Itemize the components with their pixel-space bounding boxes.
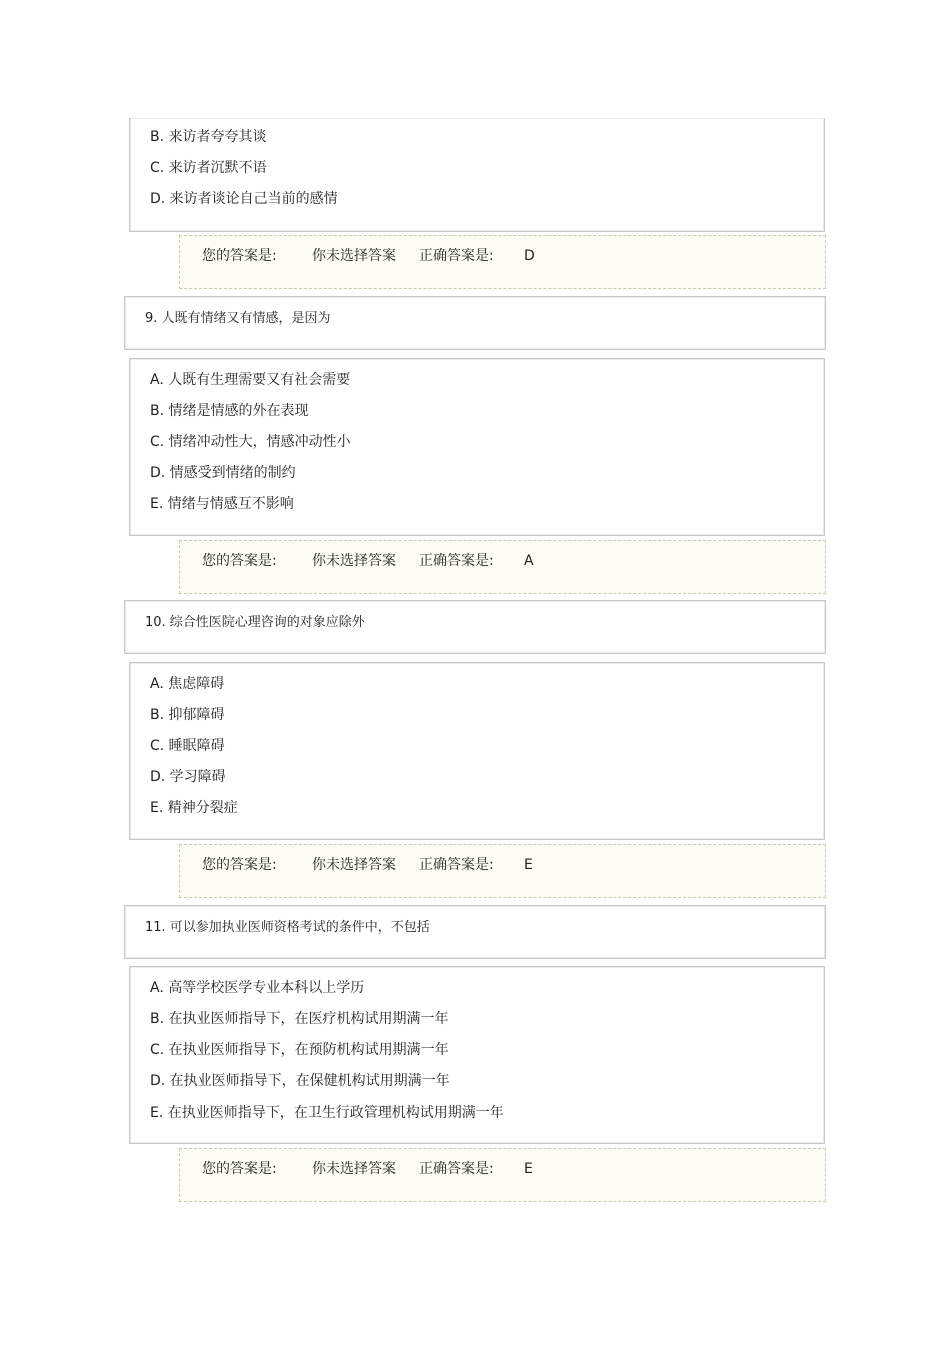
q10-options-box — [129, 662, 825, 840]
q10-question-box — [124, 600, 826, 654]
q10-correct-label: 正确答案是: — [419, 857, 494, 873]
q11-correct-label: 正确答案是: — [419, 1161, 494, 1177]
q9-options-box — [129, 358, 825, 536]
q8-your-answer-label: 您的答案是: — [202, 248, 277, 264]
q9-option-e[interactable]: E. 情绪与情感互不影响 — [150, 496, 294, 512]
q8-not-selected: 你未选择答案 — [312, 248, 396, 264]
q11-option-a[interactable]: A. 高等学校医学专业本科以上学历 — [150, 980, 365, 996]
q10-option-a[interactable]: A. 焦虑障碍 — [150, 676, 225, 692]
q9-correct-label: 正确答案是: — [419, 553, 494, 569]
q9-correct-value: A — [524, 553, 534, 569]
q10-answer-box — [179, 844, 826, 898]
q8-option-d[interactable]: D. 来访者谈论自己当前的感情 — [150, 191, 338, 207]
q9-option-b[interactable]: B. 情绪是情感的外在表现 — [150, 403, 309, 419]
q11-option-c[interactable]: C. 在执业医师指导下，在预防机构试用期满一年 — [150, 1042, 449, 1058]
q10-correct-value: E — [524, 857, 533, 873]
q10-option-c[interactable]: C. 睡眠障碍 — [150, 738, 225, 754]
q10-not-selected: 你未选择答案 — [312, 857, 396, 873]
q11-your-answer-label: 您的答案是: — [202, 1161, 277, 1177]
q11-answer-box — [179, 1148, 826, 1202]
q9-option-a[interactable]: A. 人既有生理需要又有社会需要 — [150, 372, 351, 388]
q8-option-c[interactable]: C. 来访者沉默不语 — [150, 160, 267, 176]
q9-not-selected: 你未选择答案 — [312, 553, 396, 569]
q9-question-box — [124, 296, 826, 350]
q10-option-d[interactable]: D. 学习障碍 — [150, 769, 226, 785]
q8-options-box — [129, 118, 825, 232]
q11-option-d[interactable]: D. 在执业医师指导下，在保健机构试用期满一年 — [150, 1073, 450, 1089]
q9-option-d[interactable]: D. 情感受到情绪的制约 — [150, 465, 296, 481]
q8-correct-label: 正确答案是: — [419, 248, 494, 264]
q10-question-text: 10. 综合性医院心理咨询的对象应除外 — [145, 615, 365, 630]
q11-question-text: 11. 可以参加执业医师资格考试的条件中，不包括 — [145, 920, 430, 935]
q8-answer-box — [179, 235, 826, 289]
q11-question-box — [124, 905, 826, 959]
q11-option-b[interactable]: B. 在执业医师指导下，在医疗机构试用期满一年 — [150, 1011, 449, 1027]
q11-option-e[interactable]: E. 在执业医师指导下，在卫生行政管理机构试用期满一年 — [150, 1105, 504, 1121]
q9-option-c[interactable]: C. 情绪冲动性大，情感冲动性小 — [150, 434, 351, 450]
q11-options-box — [129, 966, 825, 1144]
q9-answer-box — [179, 540, 826, 594]
q11-not-selected: 你未选择答案 — [312, 1161, 396, 1177]
q10-option-e[interactable]: E. 精神分裂症 — [150, 800, 238, 816]
q10-your-answer-label: 您的答案是: — [202, 857, 277, 873]
q9-question-text: 9. 人既有情绪又有情感，是因为 — [145, 311, 331, 326]
q8-option-b[interactable]: B. 来访者夸夸其谈 — [150, 129, 267, 145]
q8-correct-value: D — [524, 248, 535, 264]
q9-your-answer-label: 您的答案是: — [202, 553, 277, 569]
q10-option-b[interactable]: B. 抑郁障碍 — [150, 707, 225, 723]
q11-correct-value: E — [524, 1161, 533, 1177]
